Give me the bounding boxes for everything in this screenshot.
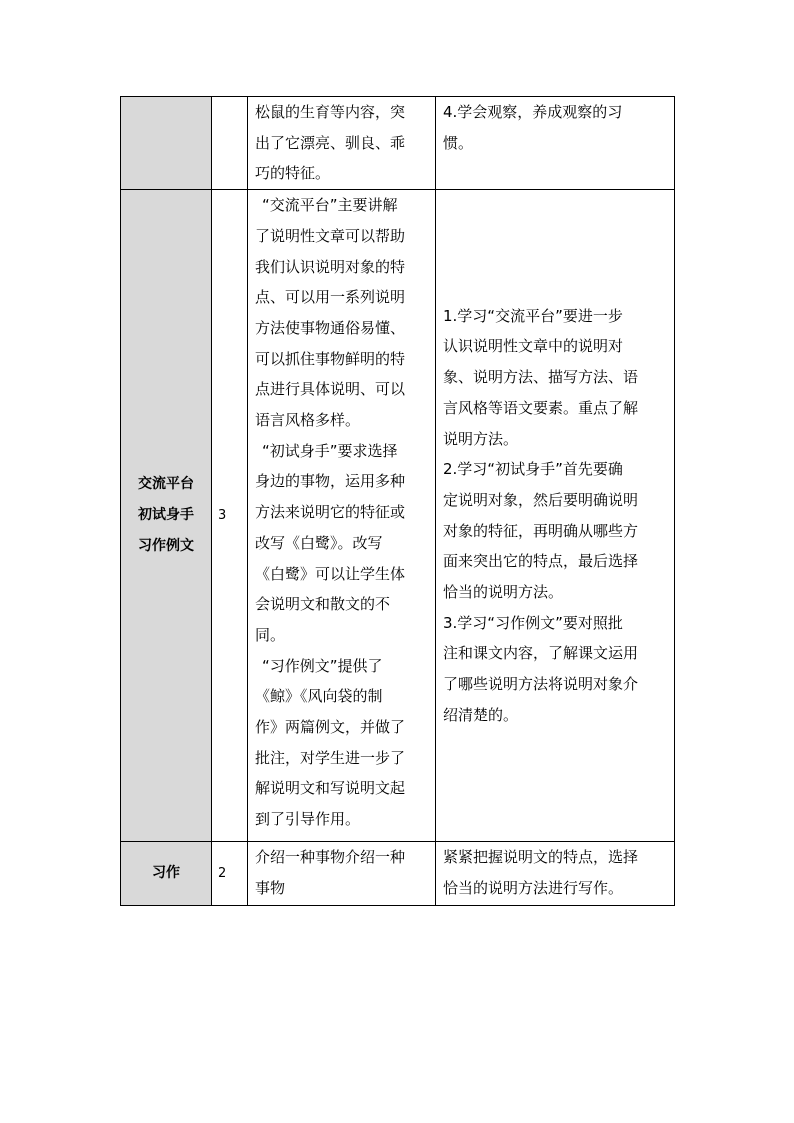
goal-paragraph <box>443 301 668 455</box>
goal-line: 1.学习“交流平台”要进一步 <box>443 306 623 325</box>
content-line: 批注，对学生进一步了 <box>255 748 406 767</box>
content-line: 同。 <box>255 625 286 644</box>
goal-line: 象、说明方法、描写方法、语 <box>443 368 639 387</box>
table-row <box>121 842 675 906</box>
hours-cell: 2 <box>212 842 248 906</box>
goal-line: 定说明对象，然后要明确说明 <box>443 490 639 509</box>
content-line: 方法使事物通俗易懂、 <box>255 318 406 337</box>
goal-line: 注和课文内容，了解课文运用 <box>443 644 639 663</box>
content-line: 方法来说明它的特征或 <box>255 503 406 522</box>
unit-cell <box>121 97 212 190</box>
content-cell <box>248 97 436 190</box>
content-line: 可以抓住事物鲜明的特 <box>255 349 406 368</box>
content-cell <box>248 190 436 842</box>
lesson-plan-table <box>120 96 675 906</box>
table-row <box>121 97 675 190</box>
content-paragraph <box>255 190 429 436</box>
content-line: “习作例文”提供了 <box>262 656 383 675</box>
unit-label: 交流平台 <box>138 476 194 493</box>
content-line: 《鲸》《风向袋的制 <box>255 687 383 706</box>
content-line: 我们认识说明对象的特 <box>255 257 406 276</box>
table-row <box>121 190 675 842</box>
goal-line: 恰当的说明方法。 <box>443 583 564 602</box>
goal-paragraph <box>443 608 668 731</box>
goal-line: 认识说明性文章中的说明对 <box>443 337 624 356</box>
goal-line: 恰当的说明方法进行写作。 <box>443 878 624 897</box>
content-line: 松鼠的生育等内容，突 <box>255 103 406 121</box>
goal-line: 3.学习“习作例文”要对照批 <box>443 613 623 632</box>
content-line: 身边的事物，运用多种 <box>255 472 406 491</box>
unit-label: 习作例文 <box>138 538 194 555</box>
content-line: 语言风格多样。 <box>255 411 361 430</box>
unit-label: 习作 <box>152 865 180 882</box>
goal-line: 绍清楚的。 <box>443 705 519 724</box>
goal-paragraph <box>443 454 668 608</box>
unit-cell <box>121 190 212 842</box>
goal-cell <box>436 97 675 190</box>
content-line: 作》两篇例文，并做了 <box>255 718 406 737</box>
content-line: 点进行具体说明、可以 <box>255 380 406 399</box>
goal-line: 言风格等语文要素。重点了解 <box>443 398 639 417</box>
content-line: “交流平台”主要讲解 <box>262 196 398 215</box>
content-line: 改写《白鹭》。改写 <box>255 533 383 552</box>
content-line: 巧的特征。 <box>255 164 331 183</box>
goal-line: 面来突出它的特点，最后选择 <box>443 552 639 571</box>
hours-cell <box>212 97 248 190</box>
content-line: 了说明性文章可以帮助 <box>255 226 406 245</box>
content-line: 《白鹭》可以让学生体 <box>255 564 406 583</box>
goal-line: 对象的特征，再明确从哪些方 <box>443 521 639 540</box>
goal-line: 4.学会观察，养成观察的习 <box>443 103 623 121</box>
content-paragraph <box>255 436 429 651</box>
goal-line: 了哪些说明方法将说明对象介 <box>443 675 639 694</box>
content-cell <box>248 842 436 906</box>
content-line: 介绍一种事物介绍一种 <box>255 848 406 867</box>
content-line: 事物 <box>255 878 286 897</box>
content-line: 出了它漂亮、驯良、乖 <box>255 133 406 152</box>
content-line: 会说明文和散文的不 <box>255 595 391 614</box>
unit-cell <box>121 842 212 906</box>
goal-line: 2.学习“初试身手”首先要确 <box>443 460 623 479</box>
hours-cell: 3 <box>212 190 248 842</box>
content-line: 到了引导作用。 <box>255 810 361 829</box>
goal-line: 紧紧把握说明文的特点，选择 <box>443 848 639 867</box>
content-line: “初试身手”要求选择 <box>262 441 398 460</box>
content-paragraph <box>255 651 429 835</box>
goal-line: 说明方法。 <box>443 429 519 448</box>
content-line: 解说明文和写说明文起 <box>255 779 406 798</box>
content-line: 点、可以用一系列说明 <box>255 288 406 307</box>
unit-label: 初试身手 <box>138 507 194 524</box>
goal-line: 惯。 <box>443 133 474 152</box>
goal-cell <box>436 842 675 906</box>
goal-cell <box>436 190 675 842</box>
